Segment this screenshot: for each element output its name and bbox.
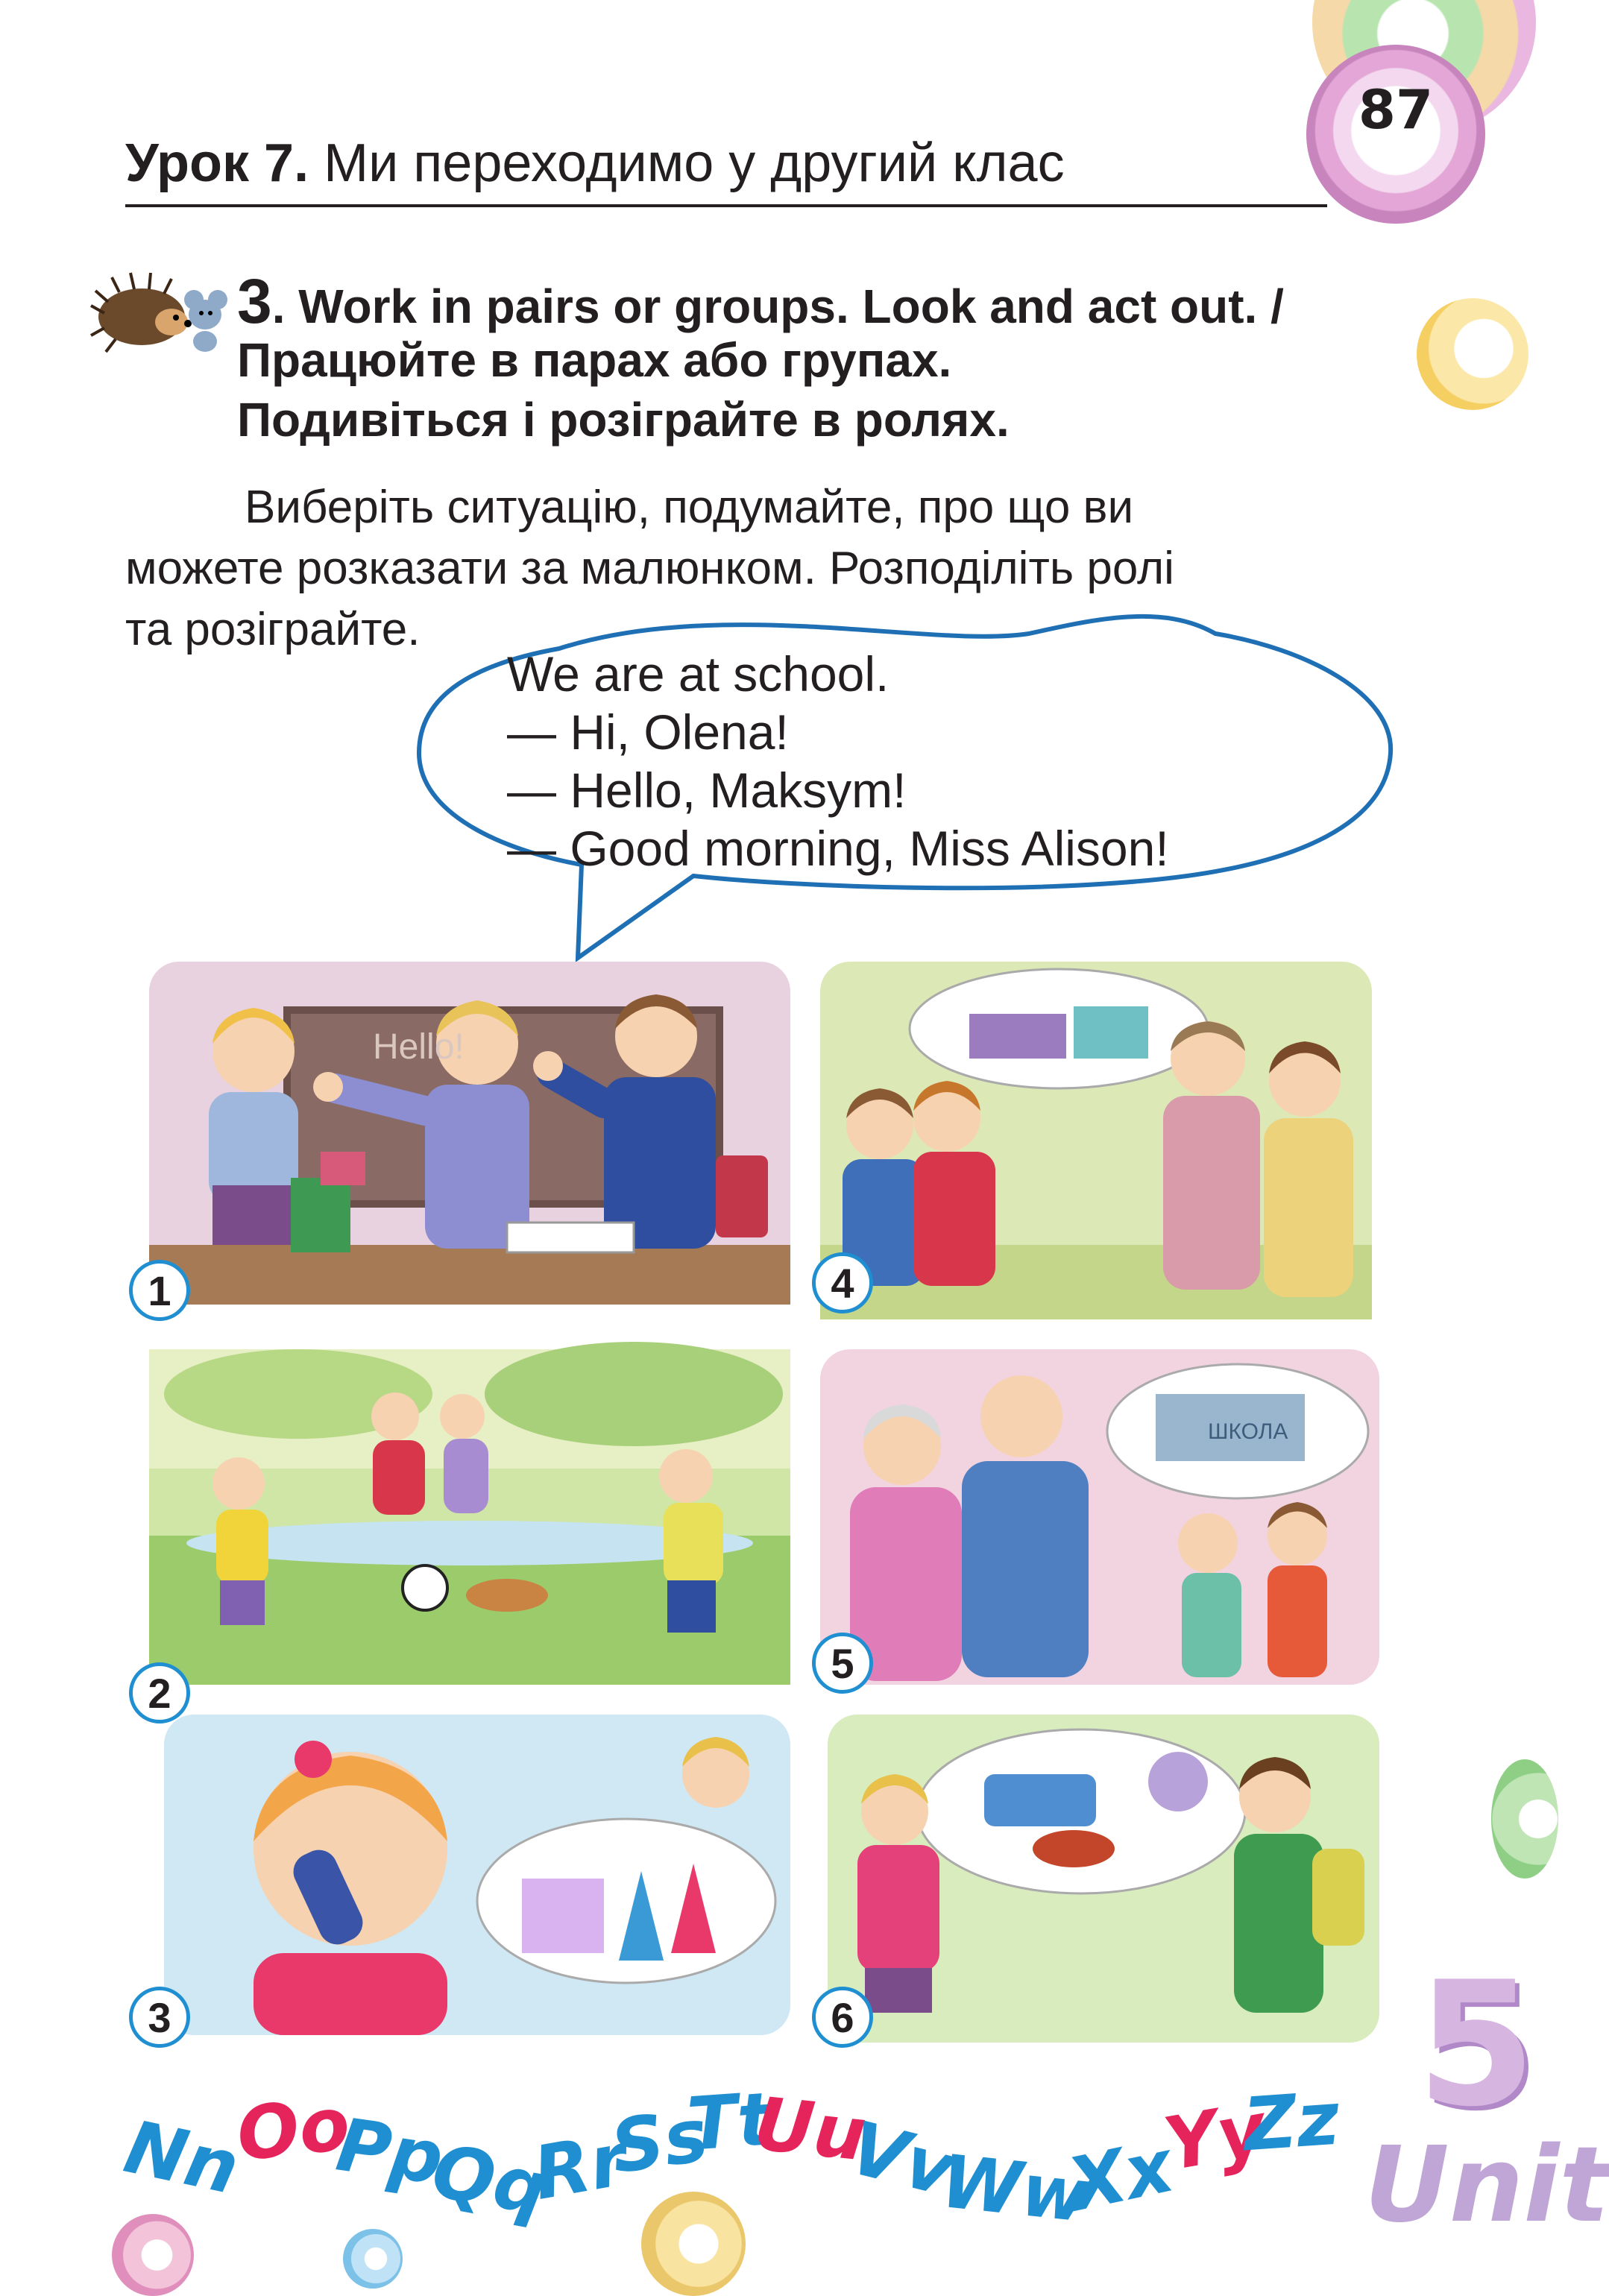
instructions-line2: можете розказати за малюнком. Розподіліть ролі [125,543,1174,594]
alphabet-letter: Tt [684,2077,775,2168]
hedgehog-mouse-icon [89,268,231,358]
alphabet-letter: Uu [750,2081,870,2178]
scene-4-parents [820,962,1372,1319]
alphabet-letter: Ww [936,2139,1094,2240]
alphabet-letter: Zz [1241,2076,1342,2169]
decor-ball-right-mid [1491,1759,1558,1879]
task-heading-line2: Працюйте в парах або групах. [237,333,952,387]
lesson-title [125,133,1065,194]
scene-2-illustration [149,1349,790,1685]
scene-1-number: 1 [129,1260,190,1321]
scene-2-number: 2 [129,1662,190,1723]
scene-5-grandparents [820,1349,1379,1685]
alphabet-letter: Ss [605,2092,714,2191]
task-heading-line3: Подивіться і розіграйте в ролях. [237,393,1010,447]
alphabet-letter: Nn [117,2104,246,2212]
lesson-name: Ми переходимо у другий клас [324,133,1065,193]
scene-1-classroom [149,962,790,1305]
alphabet-letter: Vv [841,2105,963,2214]
bubble-line4: — Good morning, Miss Alison! [507,821,1169,876]
unit-number: 5 [1417,1946,1537,2145]
task-heading-line1 [237,265,1284,338]
header-divider [125,204,1327,207]
scene-3-phone [164,1715,790,2035]
alphabet-letter: Pp [331,2102,449,2202]
bubble-line1: We are at school. [507,646,889,701]
lesson-label: Урок 7. [125,133,309,193]
scene-5-number: 5 [812,1633,873,1694]
decor-ball-bottom-left [112,2214,194,2296]
scene-3-illustration [164,1715,790,2035]
bubble-line2: — Hi, Olena! [507,704,789,760]
page-number: 87 [1358,78,1434,141]
scene-5-illustration [820,1349,1379,1685]
instructions-line3: та розіграйте. [125,604,421,655]
scene-6-number: 6 [812,1987,873,2048]
bubble-line3: — Hello, Maksym! [507,763,907,818]
task-number: 3 [237,266,272,336]
decor-ball-bottom-center [641,2192,746,2296]
alphabet-letter: Rr [527,2117,633,2217]
scene-6-toys [828,1715,1379,2043]
board-text: Hello! [373,1027,465,1067]
alphabet-letter: Oo [233,2081,354,2178]
instructions-line1: Виберіть ситуацію, подумайте, про що ви [245,482,1134,533]
decor-ball-bottom-left-2 [343,2229,403,2289]
scene-6-illustration [828,1715,1379,2043]
school-sign-text: ШКОЛА [1208,1419,1288,1444]
scene-2-park [149,1349,790,1685]
scene-3-number: 3 [129,1987,190,2048]
scene-4-illustration [820,962,1372,1319]
alphabet-letter: Yy [1158,2087,1272,2188]
scene-1-illustration [149,962,790,1305]
scene-4-number: 4 [812,1252,873,1313]
task-heading-en: . Work in pairs or groups. Look and act out. / [271,280,1284,333]
alphabet-letter: Xx [1061,2123,1181,2229]
unit-word: Unit [1364,2125,1609,2246]
alphabet-letter: Qq [426,2128,554,2233]
decor-moon-right [1417,298,1528,410]
